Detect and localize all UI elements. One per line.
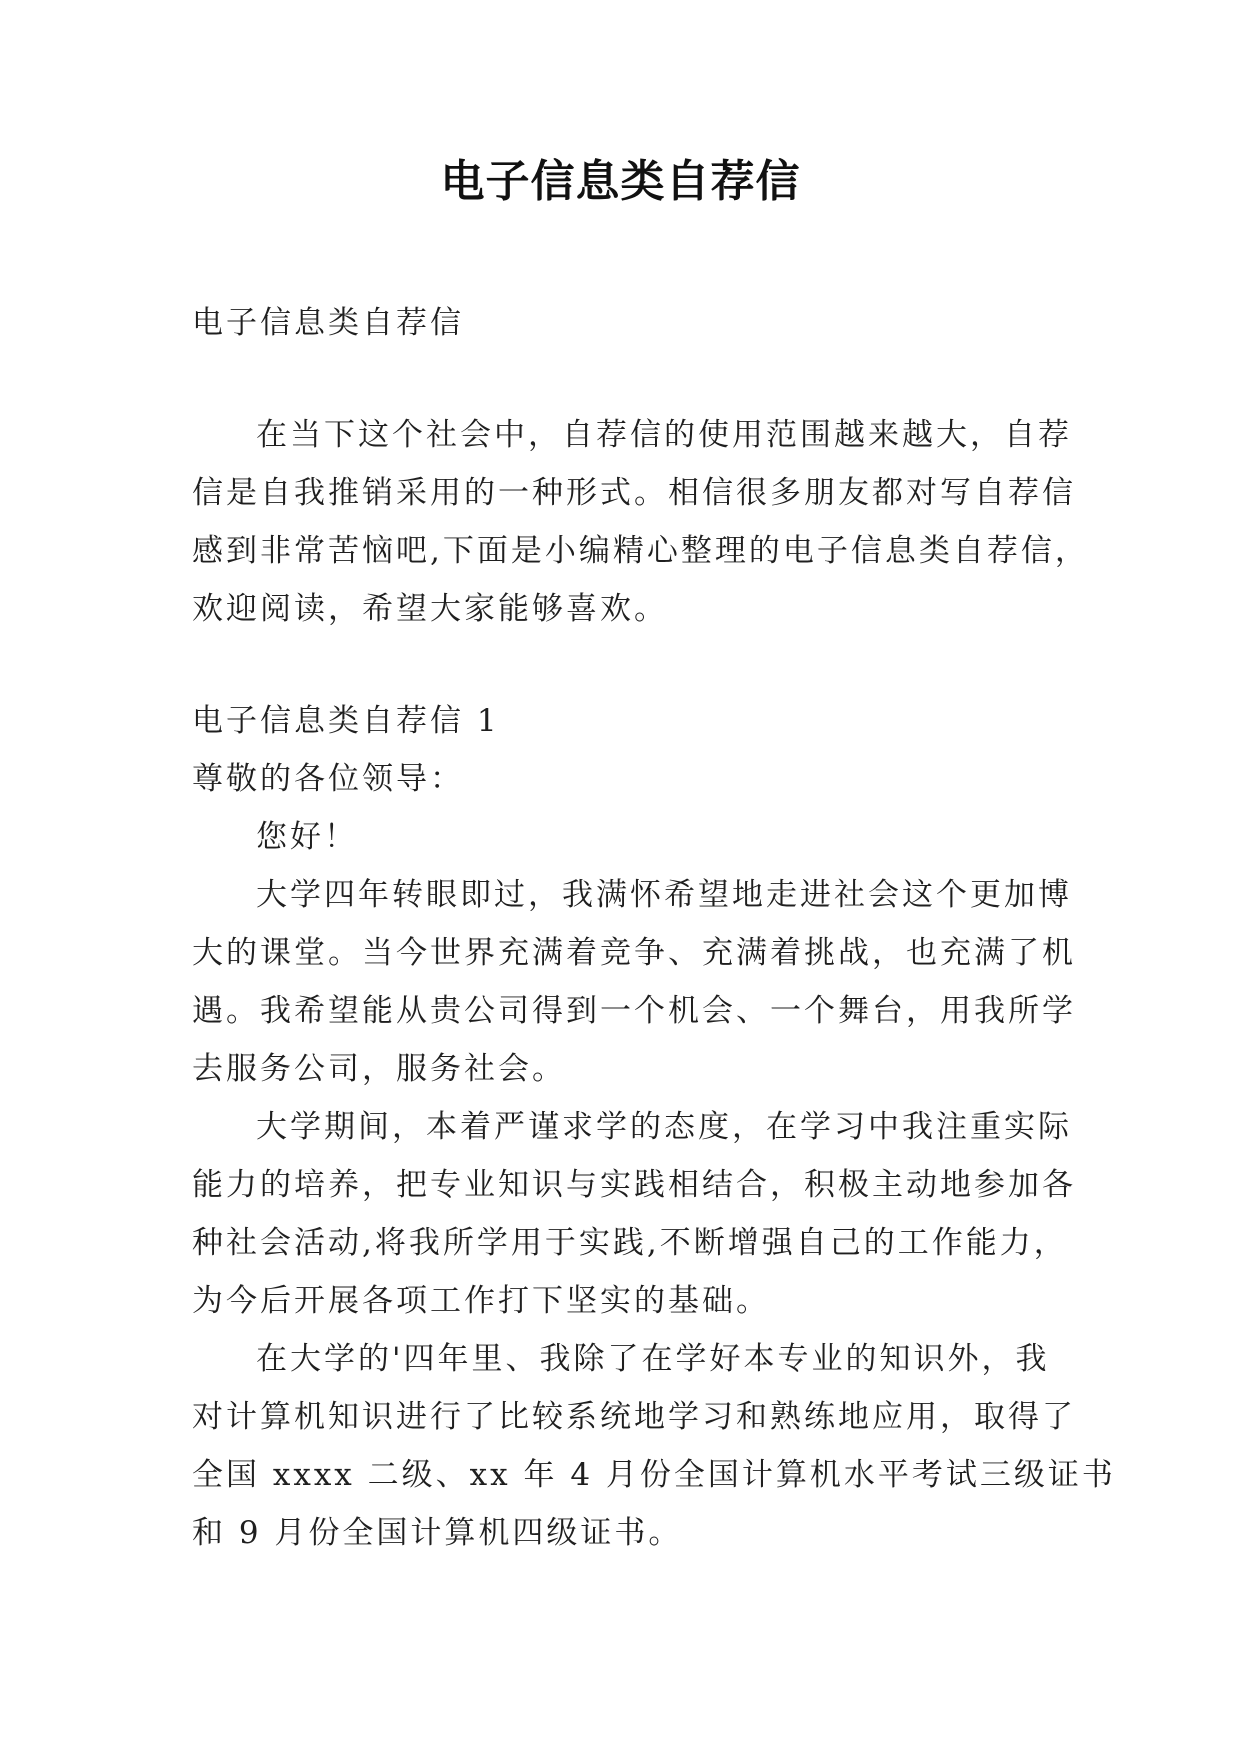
paragraph-line: 和 9 月份全国计算机四级证书。	[192, 1515, 683, 1551]
paragraph-line: 在大学的'四年里、我除了在学好本专业的知识外，我	[256, 1341, 1050, 1377]
section-heading: 电子信息类自荐信 1	[192, 703, 500, 739]
paragraph-line: 能力的培养，把专业知识与实践相结合，积极主动地参加各	[192, 1167, 1076, 1203]
salutation: 尊敬的各位领导：	[192, 761, 464, 797]
intro-line: 在当下这个社会中，自荐信的使用范围越来越大，自荐	[256, 417, 1072, 453]
paragraph-line: 种社会活动,将我所学用于实践,不断增强自己的工作能力，	[192, 1225, 1068, 1261]
document-title: 电子信息类自荐信	[440, 156, 801, 207]
paragraph-line: 为今后开展各项工作打下坚实的基础。	[192, 1283, 770, 1319]
paragraph-3	[192, 1330, 1116, 1562]
paragraph-line: 大的课堂。当今世界充满着竞争、充满着挑战，也充满了机	[192, 935, 1076, 971]
intro-paragraph	[192, 406, 1089, 638]
document-body	[192, 294, 1116, 1562]
paragraph-1	[192, 866, 1076, 1098]
paragraph-line: 大学期间，本着严谨求学的态度，在学习中我注重实际	[256, 1109, 1072, 1145]
paragraph-line: 遇。我希望能从贵公司得到一个机会、一个舞台，用我所学	[192, 993, 1076, 1029]
paragraph-line: 对计算机知识进行了比较系统地学习和熟练地应用，取得了	[192, 1399, 1076, 1435]
paragraph-2	[192, 1098, 1076, 1330]
paragraph-line: 大学四年转眼即过，我满怀希望地走进社会这个更加博	[256, 877, 1072, 913]
intro-line: 欢迎阅读，希望大家能够喜欢。	[192, 591, 668, 627]
subtitle: 电子信息类自荐信	[192, 305, 464, 341]
greeting: 您好！	[256, 819, 358, 855]
intro-line: 感到非常苦恼吧,下面是小编精心整理的电子信息类自荐信，	[192, 533, 1089, 569]
paragraph-line: 去服务公司，服务社会。	[192, 1051, 566, 1087]
intro-line: 信是自我推销采用的一种形式。相信很多朋友都对写自荐信	[192, 475, 1076, 511]
paragraph-line: 全国 xxxx 二级、xx 年 4 月份全国计算机水平考试三级证书	[192, 1457, 1116, 1493]
